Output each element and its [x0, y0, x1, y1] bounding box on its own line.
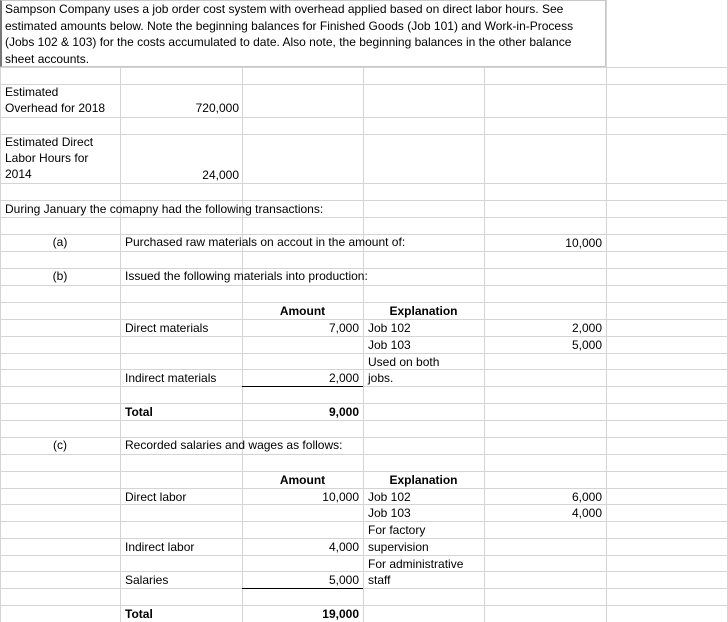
transaction-b-text: Issued the following materials into production: — [125, 269, 368, 283]
transaction-a-letter: (a) — [52, 235, 68, 249]
b-job103-label: Job 103 — [368, 338, 411, 352]
b-direct-materials-label: Direct materials — [125, 321, 209, 335]
c-salaries-label: Salaries — [125, 573, 169, 587]
c-total-label: Total — [125, 607, 153, 621]
transaction-b-letter: (b) — [52, 269, 68, 283]
transaction-a-amount[interactable]: 10,000 — [565, 236, 602, 250]
c-indirect-explanation-line2: supervision — [368, 540, 429, 554]
overhead-label-line1: Estimated — [5, 85, 59, 99]
b-job103-amount[interactable]: 5,000 — [571, 338, 602, 352]
c-direct-labor-label: Direct labor — [125, 490, 187, 504]
c-indirect-labor-amount[interactable]: 4,000 — [328, 540, 359, 554]
c-salaries-explanation-line2: staff — [368, 573, 391, 587]
c-subtotal-underline — [242, 588, 363, 589]
c-total-amount[interactable]: 19,000 — [322, 607, 359, 621]
labor-label-line3: 2014 — [5, 167, 32, 181]
c-job103-amount[interactable]: 4,000 — [571, 506, 602, 520]
labor-value[interactable]: 24,000 — [202, 168, 239, 182]
b-indirect-materials-amount[interactable]: 2,000 — [328, 371, 359, 385]
transaction-c-text: Recorded salaries and wages as follows: — [125, 438, 343, 452]
c-salaries-explanation-line1: For administrative — [368, 557, 464, 571]
b-indirect-explanation-line1: Used on both — [368, 355, 440, 369]
b-amount-header: Amount — [279, 304, 326, 318]
overhead-value[interactable]: 720,000 — [195, 101, 239, 115]
c-job102-label: Job 102 — [368, 490, 411, 504]
b-direct-materials-amount[interactable]: 7,000 — [328, 321, 359, 335]
labor-label-line1: Estimated Direct — [5, 135, 94, 149]
intro-text: Sampson Company uses a job order cost system with overhead applied based on direct labor hours. See estimated amounts below. Note the beginning balances for Finished Goods (Job 101) and Work-in-Process (Jobs 102 & 103) for the costs accumulated to date. Also note, the beginning balances in the other balance sheet accounts. — [5, 2, 574, 66]
b-indirect-materials-label: Indirect materials — [125, 371, 217, 385]
b-subtotal-underline — [242, 386, 363, 387]
b-explanation-header: Explanation — [389, 304, 458, 318]
transaction-a-text: Purchased raw materials on accout in the amount of: — [125, 235, 406, 249]
b-total-amount[interactable]: 9,000 — [328, 405, 359, 419]
c-job103-label: Job 103 — [368, 506, 411, 520]
b-job102-label: Job 102 — [368, 321, 411, 335]
b-total-label: Total — [125, 405, 153, 419]
c-salaries-amount[interactable]: 5,000 — [328, 573, 359, 587]
b-job102-amount[interactable]: 2,000 — [571, 321, 602, 335]
c-direct-labor-amount[interactable]: 10,000 — [322, 490, 359, 504]
labor-label-line2: Labor Hours for — [5, 151, 89, 165]
c-amount-header: Amount — [279, 473, 326, 487]
transaction-c-letter: (c) — [53, 438, 67, 452]
c-indirect-labor-label: Indirect labor — [125, 540, 195, 554]
transactions-heading: During January the comapny had the following transactions: — [5, 202, 324, 216]
c-job102-amount[interactable]: 6,000 — [571, 490, 602, 504]
c-indirect-explanation-line1: For factory — [368, 523, 426, 537]
overhead-label-line2: Overhead for 2018 — [5, 101, 106, 115]
c-explanation-header: Explanation — [389, 473, 458, 487]
b-indirect-explanation-line2: jobs. — [368, 371, 394, 385]
